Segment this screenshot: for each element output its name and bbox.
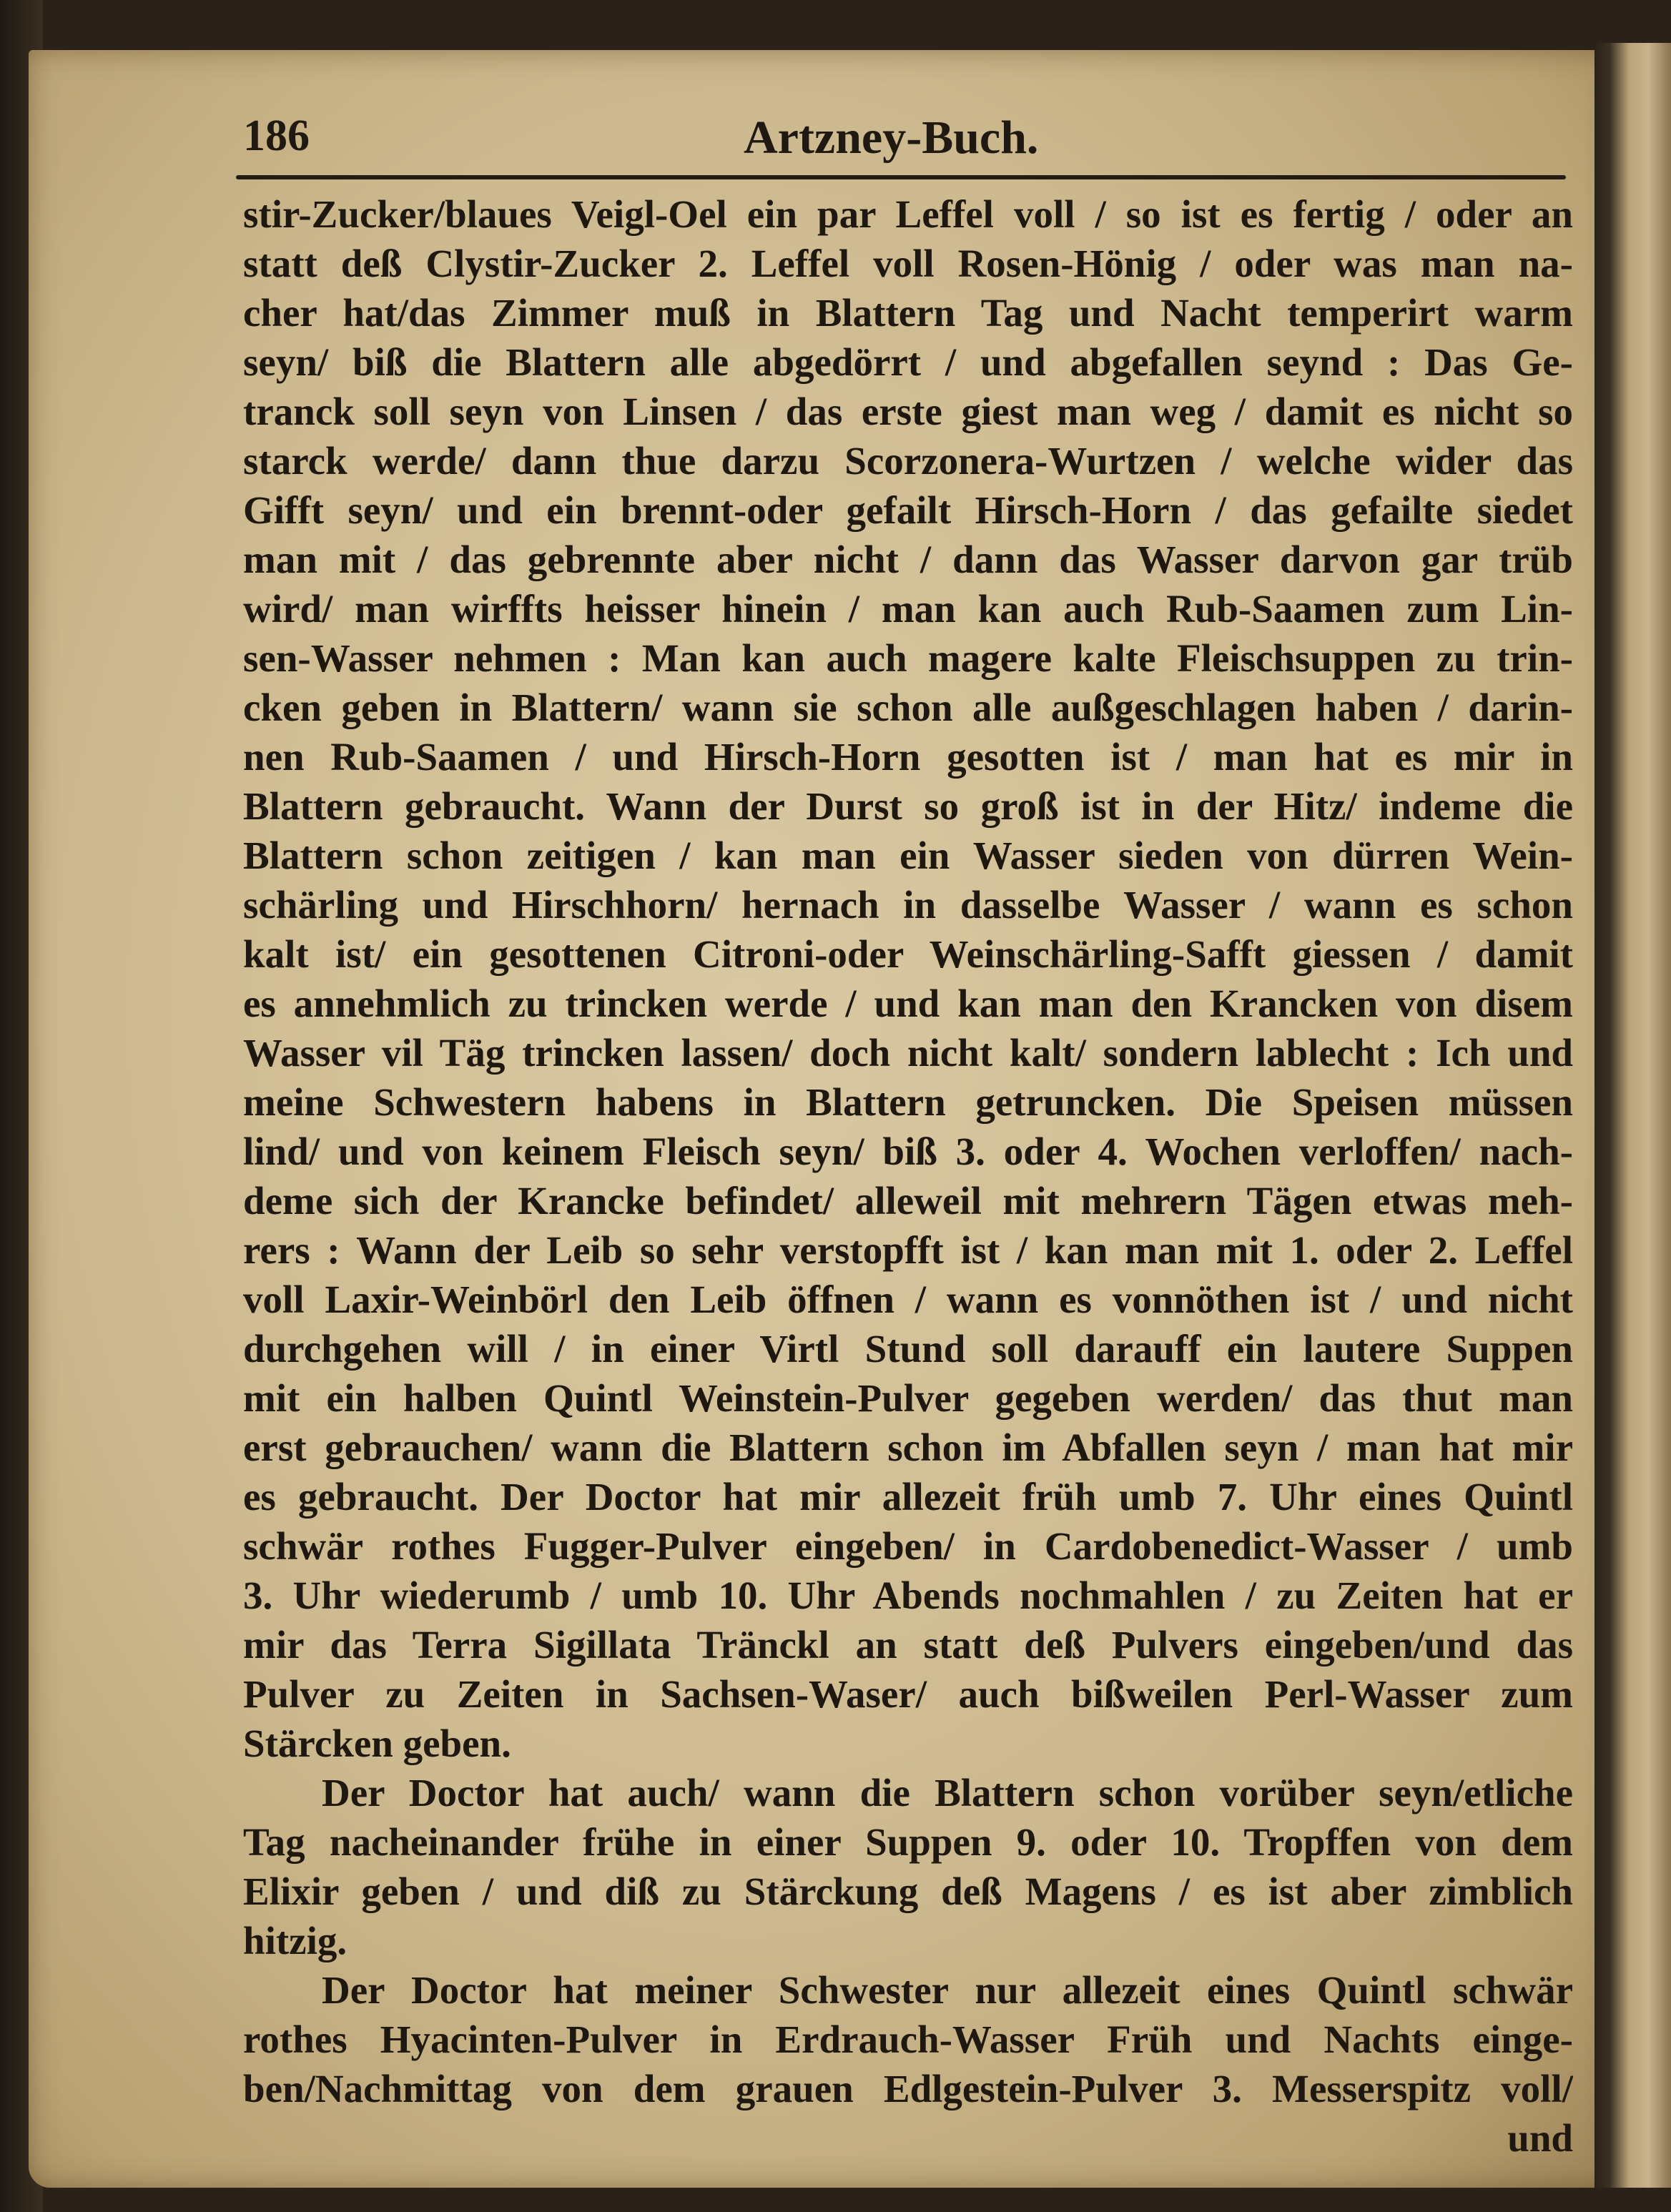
text-line: es gebraucht. Der Doctor hat mir allezeit früh umb 7. Uhr eines Quintl bbox=[243, 1475, 1573, 1519]
running-title: Artzney-Buch. bbox=[744, 112, 1039, 164]
text-line: durchgehen will / in einer Virtl Stund soll darauff ein lautere Suppen bbox=[243, 1327, 1573, 1371]
text-line: Blattern schon zeitigen / kan man ein Wasser sieden von dürren Wein- bbox=[243, 834, 1573, 877]
text-line: schwär rothes Fugger-Pulver eingeben/ in Cardobenedict-Wasser / umb bbox=[243, 1524, 1573, 1568]
text-line: seyn/ biß die Blattern alle abgedörrt / und abgefallen seynd : Das Ge- bbox=[243, 340, 1573, 384]
text-line: cher hat/das Zimmer muß in Blattern Tag und Nacht temperirt warm bbox=[243, 291, 1573, 335]
text-line: mit ein halben Quintl Weinstein-Pulver gegeben werden/ das thut man bbox=[243, 1376, 1573, 1420]
text-line: statt deß Clystir-Zucker 2. Leffel voll Rosen-Hönig / oder was man na- bbox=[243, 242, 1573, 285]
catchword: und bbox=[1507, 2116, 1573, 2160]
text-line: kalt ist/ ein gesottenen Citroni-oder Weinschärling-Safft giessen / damit bbox=[243, 932, 1573, 976]
text-line: mir das Terra Sigillata Tränckl an statt deß Pulvers eingeben/und das bbox=[243, 1623, 1573, 1667]
text-line: es annehmlich zu trincken werde / und kan man den Krancken von disem bbox=[243, 982, 1573, 1025]
text-line: sen-Wasser nehmen : Man kan auch magere kalte Fleischsuppen zu trin- bbox=[243, 636, 1573, 680]
text-line: cken geben in Blattern/ wann sie schon alle außgeschlagen haben / darin- bbox=[243, 686, 1573, 729]
text-line: deme sich der Krancke befindet/ alleweil mit mehrern Tägen etwas meh- bbox=[243, 1179, 1573, 1223]
text-line: voll Laxir-Weinbörl den Leib öffnen / wann es vonnöthen ist / und nicht bbox=[243, 1278, 1573, 1321]
text-line: Tag nacheinander frühe in einer Suppen 9. oder 10. Tropffen von dem bbox=[243, 1820, 1573, 1864]
page-header bbox=[243, 111, 1566, 175]
text-line: wird/ man wirffts heisser hinein / man kan auch Rub-Saamen zum Lin- bbox=[243, 587, 1573, 631]
text-line: rers : Wann der Leib so sehr verstopfft ist / kan man mit 1. oder 2. Leffel bbox=[243, 1228, 1573, 1272]
text-line: Der Doctor hat auch/ wann die Blattern schon vorüber seyn/etliche bbox=[322, 1771, 1573, 1814]
text-line: meine Schwestern habens in Blattern getruncken. Die Speisen müssen bbox=[243, 1080, 1573, 1124]
body-text bbox=[243, 189, 1573, 2163]
text-line: erst gebrauchen/ wann die Blattern schon im Abfallen seyn / man hat mir bbox=[243, 1426, 1573, 1469]
text-line: Stärcken geben. bbox=[243, 1722, 511, 1765]
text-line: Wasser vil Täg trincken lassen/ doch nicht kalt/ sondern lablecht : Ich und bbox=[243, 1031, 1573, 1075]
text-line: lind/ und von keinem Fleisch seyn/ biß 3. oder 4. Wochen verloffen/ nach- bbox=[243, 1130, 1573, 1173]
header-rule bbox=[236, 175, 1566, 179]
text-line: starck werde/ dann thue darzu Scorzonera-Wurtzen / welche wider das bbox=[243, 439, 1573, 483]
text-line: Blattern gebraucht. Wann der Durst so groß ist in der Hitz/ indeme die bbox=[243, 784, 1573, 828]
text-line: hitzig. bbox=[243, 1919, 347, 1962]
text-line: rothes Hyacinten-Pulver in Erdrauch-Wasser Früh und Nachts einge- bbox=[243, 2018, 1573, 2061]
text-line: Pulver zu Zeiten in Sachsen-Waser/ auch bißweilen Perl-Wasser zum bbox=[243, 1672, 1573, 1716]
next-page-edge bbox=[1594, 43, 1671, 2188]
text-line: tranck soll seyn von Linsen / das erste giest man weg / damit es nicht so bbox=[243, 390, 1573, 433]
text-line: stir-Zucker/blaues Veigl-Oel ein par Leffel voll / so ist es fertig / oder an bbox=[243, 192, 1573, 236]
text-line: man mit / das gebrennte aber nicht / dann das Wasser darvon gar trüb bbox=[243, 538, 1573, 581]
text-line: Gifft seyn/ und ein brennt-oder gefailt Hirsch-Horn / das gefailte siedet bbox=[243, 488, 1573, 532]
text-line: ben/Nachmittag von dem grauen Edlgestein-Pulver 3. Messerspitz voll/ bbox=[243, 2067, 1573, 2110]
text-line: schärling und Hirschhorn/ hernach in dasselbe Wasser / wann es schon bbox=[243, 883, 1573, 927]
page-number: 186 bbox=[243, 112, 310, 160]
text-line: Der Doctor hat meiner Schwester nur allezeit eines Quintl schwär bbox=[322, 1968, 1573, 2012]
text-line: 3. Uhr wiederumb / umb 10. Uhr Abends nochmahlen / zu Zeiten hat er bbox=[243, 1574, 1573, 1617]
text-line: Elixir geben / und diß zu Stärckung deß Magens / es ist aber zimblich bbox=[243, 1870, 1573, 1913]
text-line: nen Rub-Saamen / und Hirsch-Horn gesotten ist / man hat es mir in bbox=[243, 735, 1573, 779]
